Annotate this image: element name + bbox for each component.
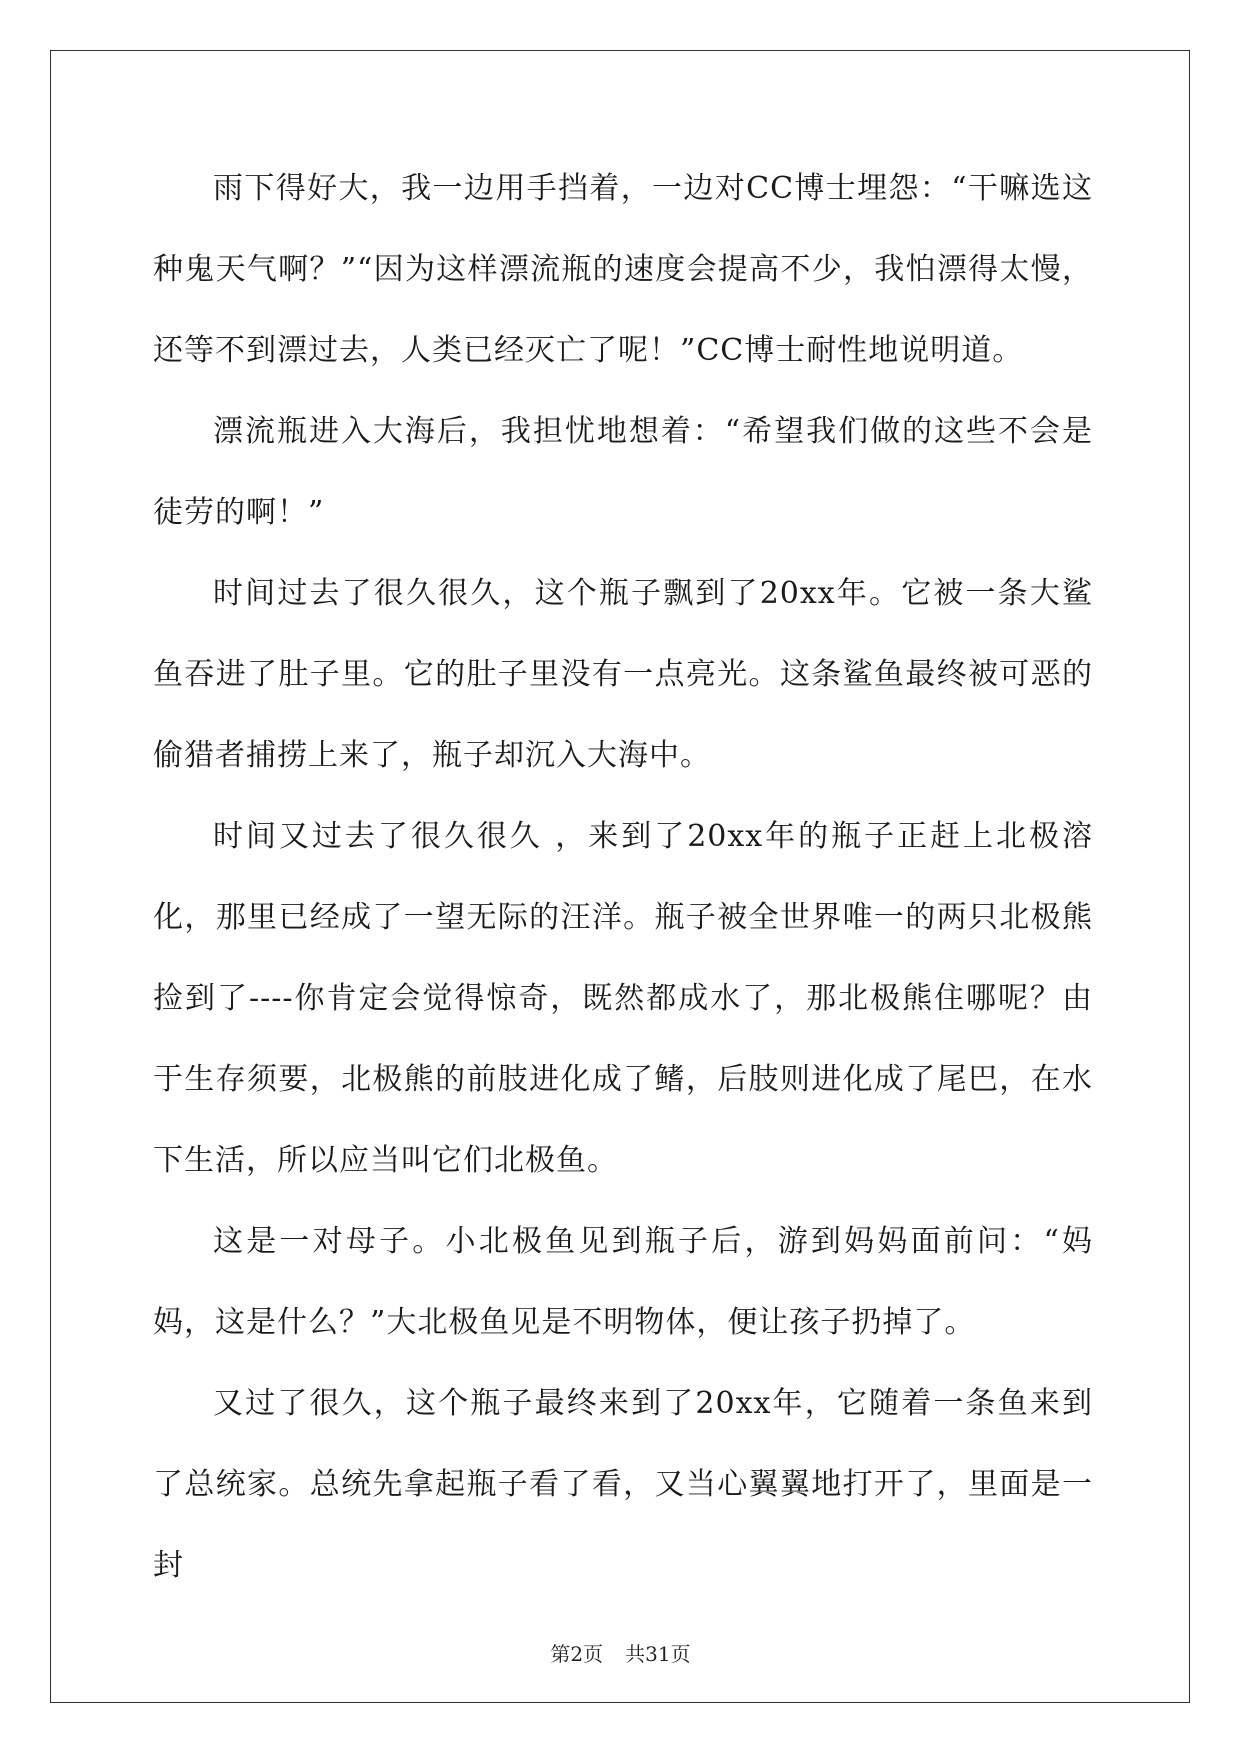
paragraph: 时间又过去了很久很久 ，来到了20xx年的瓶子正赶上北极溶化，那里已经成了一望无际的汪洋。瓶子被全世界唯一的两只北极熊捡到了----你肯定会觉得惊奇，既然都成水了，那北极熊住哪呢？由于生存须要，北极熊的前肢进化成了鳍，后肢则进化成了尾巴，在水下生活，所以应当叫它们北极鱼。 bbox=[153, 819, 1093, 1178]
page-footer bbox=[0, 1638, 1241, 1667]
paragraph: 漂流瓶进入大海后，我担忧地想着：“希望我们做的这些不会是徒劳的啊！” bbox=[153, 414, 1093, 530]
page-number: 第2页 bbox=[550, 1642, 604, 1666]
page-total: 共31页 bbox=[625, 1642, 691, 1666]
paragraph: 雨下得好大，我一边用手挡着，一边对CC博士埋怨：“干嘛选这种鬼天气啊？”“因为这样漂流瓶的速度会提高不少，我怕漂得太慢，还等不到漂过去，人类已经灭亡了呢！”CC博士耐性地说明道。 bbox=[153, 171, 1093, 368]
paragraph: 时间过去了很久很久，这个瓶子飘到了20xx年。它被一条大鲨鱼吞进了肚子里。它的肚子里没有一点亮光。这条鲨鱼最终被可恶的偷猎者捕捞上来了，瓶子却沉入大海中。 bbox=[153, 576, 1093, 773]
document-body bbox=[153, 148, 1093, 1606]
paragraph: 这是一对母子。小北极鱼见到瓶子后，游到妈妈面前问：“妈妈，这是什么？”大北极鱼见是不明物体，便让孩子扔掉了。 bbox=[153, 1224, 1093, 1340]
paragraph: 又过了很久，这个瓶子最终来到了20xx年，它随着一条鱼来到了总统家。总统先拿起瓶子看了看，又当心翼翼地打开了，里面是一封 bbox=[153, 1386, 1093, 1583]
